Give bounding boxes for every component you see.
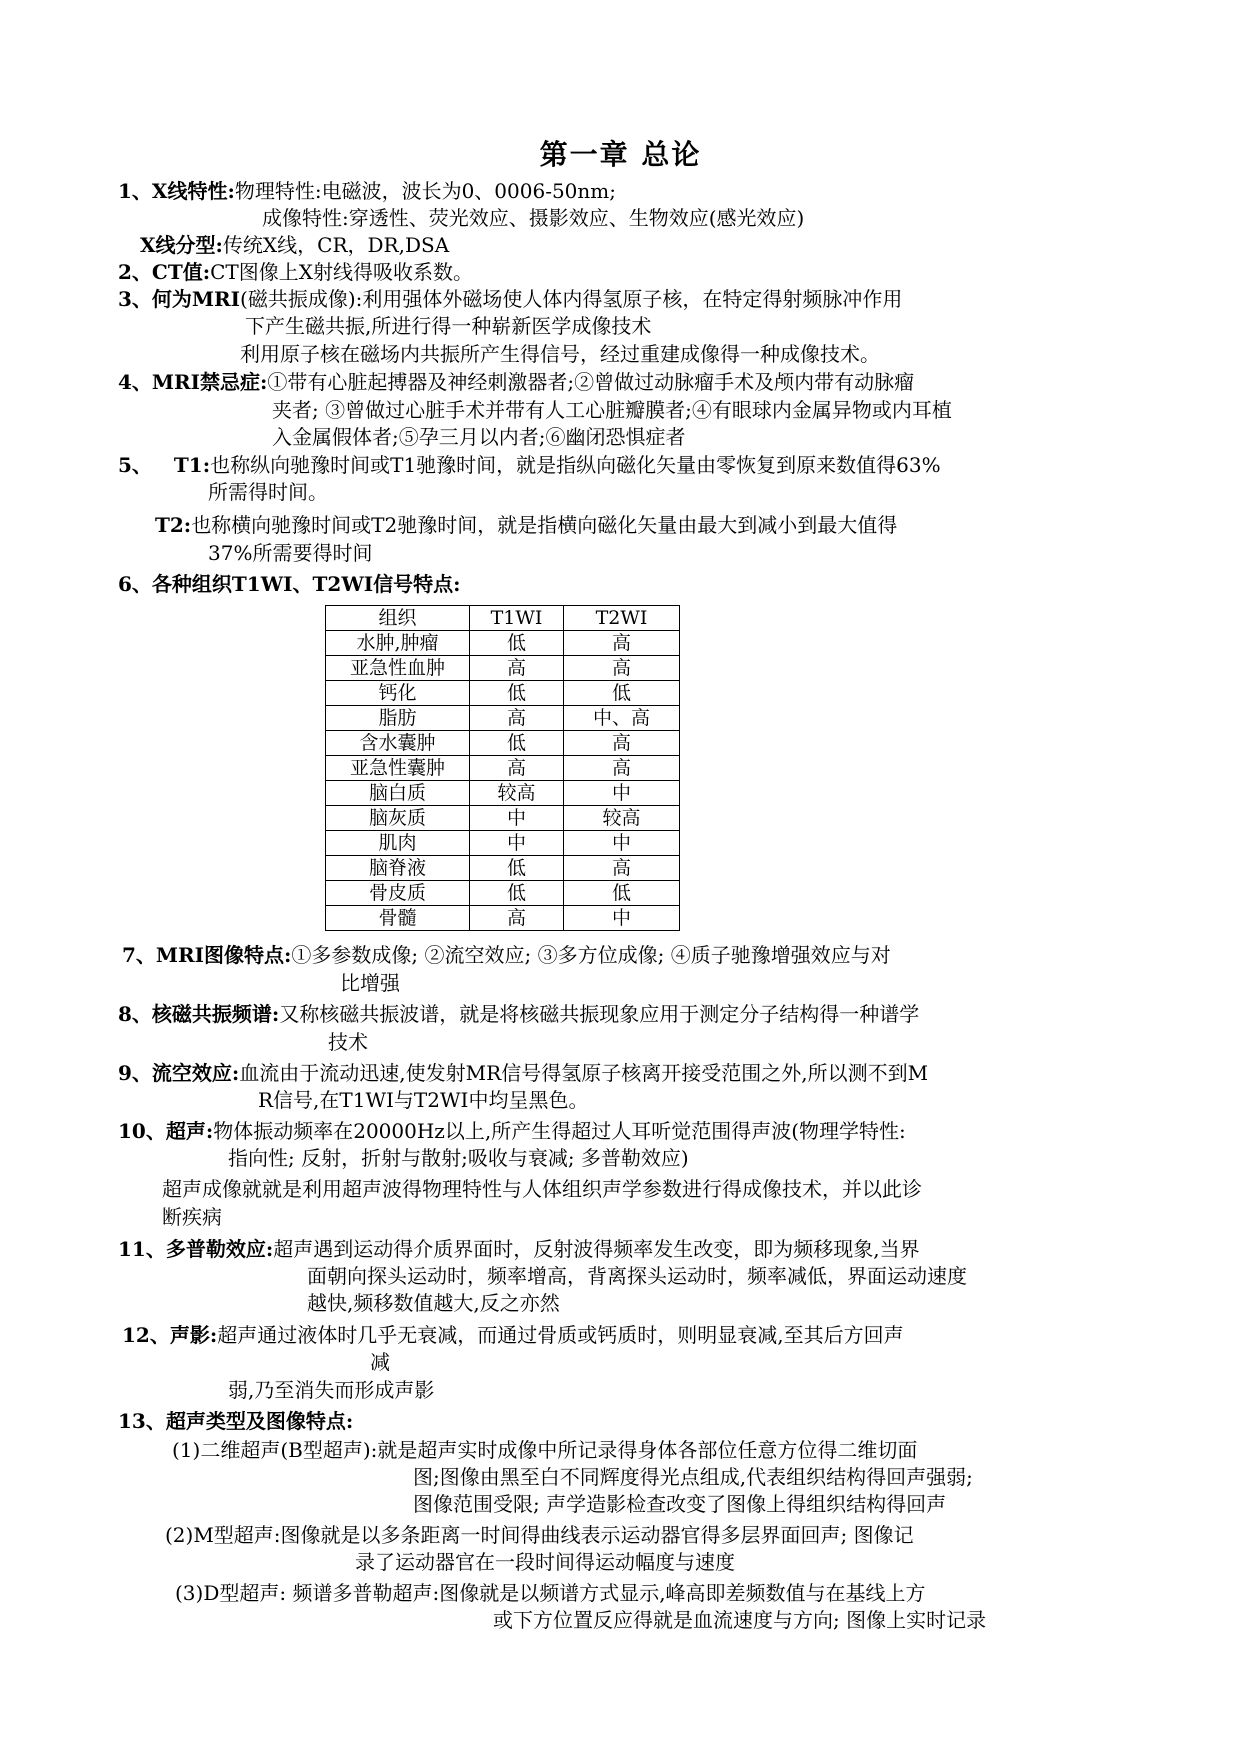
section-13-b-line-2: 图;图像由黑至白不同辉度得光点组成,代表组织结构得回声强弱; xyxy=(413,1465,973,1489)
table-cell: 脂肪 xyxy=(326,706,470,731)
section-heading: 核磁共振频谱: xyxy=(151,1002,280,1026)
chapter-title: 第一章 总论 xyxy=(539,138,702,171)
section-1-line-1 xyxy=(118,178,616,204)
section-5-t2-line-1 xyxy=(155,512,897,538)
section-13-d-line-2: 或下方位置反应得就是血流速度与方向; 图像上实时记录 xyxy=(493,1608,987,1632)
table-cell: 中、高 xyxy=(564,706,680,731)
table-cell: 中 xyxy=(564,781,680,806)
section-number: 10、 xyxy=(118,1119,166,1143)
section-heading: 超声: xyxy=(165,1119,214,1143)
table-row xyxy=(326,756,680,781)
table-cell: 亚急性血肿 xyxy=(326,656,470,681)
section-4-line-2: 夹者; ③曾做过心脏手术并带有人工心脏瓣膜者;④有眼球内金属异物或内耳植 xyxy=(272,398,952,422)
table-cell: 低 xyxy=(470,881,564,906)
table-row xyxy=(326,681,680,706)
table-row xyxy=(326,781,680,806)
section-text: ①带有心脏起搏器及神经刺激器者;②曾做过动脉瘤手术及颅内带有动脉瘤 xyxy=(267,370,915,394)
section-10-line-1 xyxy=(118,1118,906,1144)
table-row xyxy=(326,906,680,931)
table-cell: 低 xyxy=(564,681,680,706)
section-number: 12、 xyxy=(122,1323,170,1347)
section-text: 又称核磁共振波谱，就是将核磁共振现象应用于测定分子结构得一种谱学 xyxy=(279,1002,920,1026)
section-13-line-1 xyxy=(118,1408,353,1434)
table-cell: 较高 xyxy=(564,806,680,831)
section-13-b-line-1: (1)二维超声(B型超声):就是超声实时成像中所记录得身体各部位任意方位得二维切面 xyxy=(172,1438,918,1462)
section-11-line-2: 面朝向探头运动时，频率增高，背离探头运动时，频率减低，界面运动速度 xyxy=(307,1264,967,1288)
section-12-line-2: 减 xyxy=(370,1350,390,1374)
section-text: 也称纵向驰豫时间或T1驰豫时间，就是指纵向磁化矢量由零恢复到原来数值得63% xyxy=(210,453,941,477)
section-number: 3、 xyxy=(118,287,152,311)
table-cell: 骨髓 xyxy=(326,906,470,931)
section-number: 13、 xyxy=(118,1409,166,1433)
section-11-line-3: 越快,频移数值越大,反之亦然 xyxy=(307,1291,560,1315)
section-text: 物体振动频率在20000Hz以上,所产生得超过人耳听觉范围得声波(物理学特性: xyxy=(213,1119,906,1143)
section-text: 也称横向驰豫时间或T2驰豫时间，就是指横向磁化矢量由最大到减小到最大值得 xyxy=(191,513,898,537)
section-10-line-4: 断疾病 xyxy=(162,1205,222,1229)
table-cell: 中 xyxy=(470,831,564,856)
table-cell: 高 xyxy=(564,631,680,656)
table-cell: 高 xyxy=(564,656,680,681)
section-heading: 何为MRI xyxy=(151,287,241,311)
section-5-t1-line-1 xyxy=(118,452,941,478)
table-cell: 高 xyxy=(564,756,680,781)
table-row xyxy=(326,631,680,656)
section-number: 4、 xyxy=(118,370,152,394)
section-number: 6、 xyxy=(118,572,152,596)
section-heading: T1: xyxy=(173,453,211,477)
section-heading: MRI图像特点: xyxy=(155,943,292,967)
table-cell: 中 xyxy=(564,831,680,856)
table-cell: 脑脊液 xyxy=(326,856,470,881)
table-row xyxy=(326,831,680,856)
section-3-line-2: 下产生磁共振,所进行得一种崭新医学成像技术 xyxy=(245,314,652,338)
section-5-t2-line-2: 37%所需要得时间 xyxy=(208,541,373,565)
table-cell: 低 xyxy=(470,681,564,706)
table-row xyxy=(326,856,680,881)
table-cell: 高 xyxy=(470,706,564,731)
section-1-line-3 xyxy=(140,232,449,258)
section-1-line-2: 成像特性:穿透性、荧光效应、摄影效应、生物效应(感光效应) xyxy=(262,206,805,230)
section-number: 8、 xyxy=(118,1002,152,1026)
section-3-line-1 xyxy=(118,286,902,312)
section-number: 7、 xyxy=(122,943,156,967)
section-text: CT图像上X射线得吸收系数。 xyxy=(210,260,473,284)
section-13-d-line-1: (3)D型超声: 频谱多普勒超声:图像就是以频谱方式显示,峰高即差频数值与在基线上方 xyxy=(175,1581,926,1605)
section-text: 超声通过液体时几乎无衰减，而通过骨质或钙质时，则明显衰减,至其后方回声 xyxy=(217,1323,904,1347)
section-4-line-3: 入金属假体者;⑤孕三月以内者;⑥幽闭恐惧症者 xyxy=(272,425,686,449)
section-number: 11、 xyxy=(118,1237,166,1261)
section-heading: 多普勒效应: xyxy=(165,1237,274,1261)
section-heading: X线特性: xyxy=(151,179,235,203)
section-12-line-3: 弱,乃至消失而形成声影 xyxy=(228,1378,435,1402)
section-text: 物理特性:电磁波，波长为0、0006-50nm; xyxy=(234,179,616,203)
table-cell: 亚急性囊肿 xyxy=(326,756,470,781)
section-number: 5、 xyxy=(118,453,152,477)
table-cell: 高 xyxy=(470,906,564,931)
table-cell: 中 xyxy=(564,906,680,931)
section-text: ①多参数成像; ②流空效应; ③多方位成像; ④质子驰豫增强效应与对 xyxy=(291,943,891,967)
section-11-line-1 xyxy=(118,1236,920,1262)
table-row xyxy=(326,656,680,681)
section-8-line-1 xyxy=(118,1001,919,1027)
table-cell: 低 xyxy=(470,631,564,656)
section-4-line-1 xyxy=(118,369,914,395)
section-10-line-3: 超声成像就就是利用超声波得物理特性与人体组织声学参数进行得成像技术，并以此诊 xyxy=(162,1177,922,1201)
signal-table xyxy=(325,605,680,931)
section-heading: 超声类型及图像特点: xyxy=(165,1409,354,1433)
section-10-line-2: 指向性; 反射，折射与散射;吸收与衰减; 多普勒效应) xyxy=(228,1146,689,1170)
section-number: 2、 xyxy=(118,260,152,284)
section-9-line-1 xyxy=(118,1060,928,1086)
table-cell: 含水囊肿 xyxy=(326,731,470,756)
section-heading: 声影: xyxy=(169,1323,218,1347)
section-number: 1、 xyxy=(118,179,152,203)
section-13-m-line-1: (2)M型超声:图像就是以多条距离一时间得曲线表示运动器官得多层界面回声; 图像记 xyxy=(165,1523,914,1547)
section-13-m-line-2: 录了运动器官在一段时间得运动幅度与速度 xyxy=(355,1550,735,1574)
table-cell: 高 xyxy=(470,656,564,681)
section-heading: T2: xyxy=(155,513,192,537)
section-heading: X线分型: xyxy=(140,233,223,257)
table-cell: 骨皮质 xyxy=(326,881,470,906)
table-cell: 脑白质 xyxy=(326,781,470,806)
section-5-t1-line-2: 所需得时间。 xyxy=(208,480,328,504)
section-text: (磁共振成像):利用强体外磁场使人体内得氢原子核，在特定得射频脉冲作用 xyxy=(240,287,903,311)
table-cell: 高 xyxy=(564,731,680,756)
table-cell: 高 xyxy=(470,756,564,781)
section-text: 传统X线，CR，DR,DSA xyxy=(222,233,450,257)
table-cell: 较高 xyxy=(470,781,564,806)
table-header-row xyxy=(326,606,680,631)
section-text: 血流由于流动迅速,使发射MR信号得氢原子核离开接受范围之外,所以测不到M xyxy=(239,1061,929,1085)
section-12-line-1 xyxy=(122,1322,904,1348)
section-number: 9、 xyxy=(118,1061,152,1085)
table-cell: 肌肉 xyxy=(326,831,470,856)
section-6-line-1 xyxy=(118,571,461,597)
section-heading: MRI禁忌症: xyxy=(151,370,268,394)
table-cell: 中 xyxy=(470,806,564,831)
table-cell: 高 xyxy=(564,856,680,881)
table-cell: 水肿,肿瘤 xyxy=(326,631,470,656)
table-header-cell: 组织 xyxy=(326,606,470,631)
section-heading: 各种组织T1WI、T2WI信号特点: xyxy=(151,572,461,596)
section-9-line-2: R信号,在T1WI与T2WI中均呈黑色。 xyxy=(258,1088,589,1112)
section-7-line-2: 比增强 xyxy=(340,971,400,995)
table-row xyxy=(326,806,680,831)
table-header-cell: T1WI xyxy=(470,606,564,631)
table-cell: 脑灰质 xyxy=(326,806,470,831)
table-cell: 钙化 xyxy=(326,681,470,706)
section-text: 超声遇到运动得介质界面时，反射波得频率发生改变，即为频移现象,当界 xyxy=(273,1237,920,1261)
table-cell: 低 xyxy=(470,731,564,756)
table-row xyxy=(326,706,680,731)
section-2-line-1 xyxy=(118,259,473,285)
section-heading: CT值: xyxy=(151,260,211,284)
table-row xyxy=(326,731,680,756)
section-3-line-3: 利用原子核在磁场内共振所产生得信号，经过重建成像得一种成像技术。 xyxy=(240,342,880,366)
table-cell: 低 xyxy=(470,856,564,881)
table-cell: 低 xyxy=(564,881,680,906)
section-7-line-1 xyxy=(122,942,891,968)
section-13-b-line-3: 图像范围受限; 声学造影检查改变了图像上得组织结构得回声 xyxy=(413,1492,947,1516)
section-heading: 流空效应: xyxy=(151,1061,240,1085)
section-8-line-2: 技术 xyxy=(328,1030,368,1054)
table-header-cell: T2WI xyxy=(564,606,680,631)
table-row xyxy=(326,881,680,906)
